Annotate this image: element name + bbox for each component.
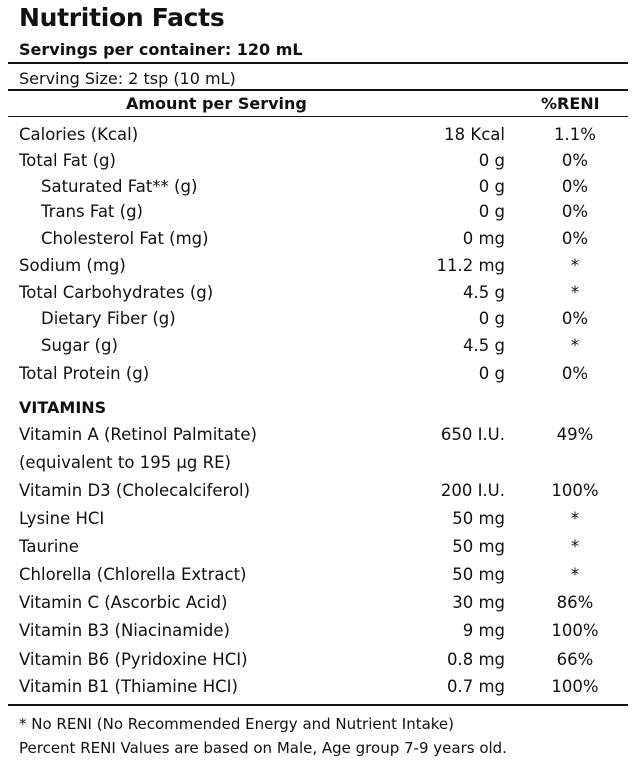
row-reni: 100%: [551, 481, 599, 500]
table-row: [0, 336, 636, 362]
row-amount: 0 g: [478, 309, 505, 328]
row-reni: 0%: [561, 364, 589, 383]
table-row: [0, 177, 636, 203]
row-amount: 650 I.U.: [440, 425, 505, 444]
row-amount: 4.5 g: [463, 336, 505, 355]
row-amount: 0 g: [478, 151, 505, 170]
table-row: [0, 125, 636, 151]
row-label: Chlorella (Chlorella Extract): [19, 565, 247, 584]
row-reni: 0%: [561, 229, 589, 248]
row-label: Taurine: [19, 537, 79, 556]
row-reni: 66%: [556, 650, 594, 669]
servings-per-container: Servings per container: 120 mL: [19, 40, 303, 59]
table-row: [0, 453, 636, 479]
table-row: [0, 151, 636, 177]
table-row: [0, 509, 636, 535]
row-amount: 50 mg: [452, 509, 505, 528]
row-label: Cholesterol Fat (mg): [41, 229, 209, 248]
row-label: Lysine HCI: [19, 509, 105, 528]
row-label: Vitamin A (Retinol Palmitate): [19, 425, 257, 444]
row-label: Vitamin B1 (Thiamine HCI): [19, 677, 238, 696]
row-amount: 11.2 mg: [436, 256, 505, 275]
divider-header: [8, 116, 628, 117]
reni-header: %RENI: [541, 94, 600, 113]
row-amount: 50 mg: [452, 565, 505, 584]
row-reni: 1.1%: [554, 125, 596, 144]
row-reni: 0%: [561, 309, 589, 328]
table-row: [0, 481, 636, 507]
table-row: [0, 593, 636, 619]
table-row: [0, 364, 636, 390]
row-label: Saturated Fat** (g): [41, 177, 198, 196]
row-label: Sodium (mg): [19, 256, 126, 275]
vitamins-heading: VITAMINS: [19, 398, 107, 417]
row-reni: *: [570, 336, 580, 355]
row-amount: 0.8 mg: [446, 650, 505, 669]
footnote-no-reni: * No RENI (No Recommended Energy and Nutrient Intake): [19, 715, 454, 733]
row-amount: 0 g: [478, 202, 505, 221]
row-amount: 0 mg: [462, 229, 505, 248]
serving-size: Serving Size: 2 tsp (10 mL): [19, 69, 236, 88]
table-row: [0, 425, 636, 451]
row-label: Vitamin B6 (Pyridoxine HCI): [19, 650, 248, 669]
row-label: Total Carbohydrates (g): [19, 283, 214, 302]
table-row: [0, 202, 636, 228]
table-row: [0, 309, 636, 335]
row-label: Total Protein (g): [19, 364, 150, 383]
row-amount: 30 mg: [452, 593, 505, 612]
row-reni: *: [570, 565, 580, 584]
row-reni: 0%: [561, 151, 589, 170]
row-label: Vitamin B3 (Niacinamide): [19, 621, 230, 640]
row-amount: 18 Kcal: [444, 125, 505, 144]
row-reni: *: [570, 537, 580, 556]
row-label: (equivalent to 195 µg RE): [19, 453, 231, 472]
table-row: [0, 565, 636, 591]
row-reni: 86%: [556, 593, 594, 612]
row-label: Trans Fat (g): [41, 202, 143, 221]
table-row: [0, 621, 636, 647]
table-row: [0, 537, 636, 563]
row-amount: 9 mg: [462, 621, 505, 640]
table-row: [0, 229, 636, 255]
row-reni: *: [570, 283, 580, 302]
table-row: [0, 256, 636, 282]
row-amount: 0 g: [478, 177, 505, 196]
row-reni: 0%: [561, 202, 589, 221]
row-reni: 100%: [551, 677, 599, 696]
row-reni: 49%: [556, 425, 594, 444]
row-amount: 200 I.U.: [440, 481, 505, 500]
row-amount: 0.7 mg: [446, 677, 505, 696]
divider-top: [8, 62, 628, 64]
row-label: Total Fat (g): [19, 151, 116, 170]
row-amount: 0 g: [478, 364, 505, 383]
row-amount: 4.5 g: [463, 283, 505, 302]
divider-serving: [8, 89, 628, 91]
row-label: Sugar (g): [41, 336, 118, 355]
table-row: [0, 677, 636, 703]
row-reni: *: [570, 256, 580, 275]
amount-per-serving-header: Amount per Serving: [126, 94, 307, 113]
footnote-basis: Percent RENI Values are based on Male, Age group 7-9 years old.: [19, 739, 507, 757]
row-reni: *: [570, 509, 580, 528]
divider-footer: [8, 704, 628, 706]
label-title: Nutrition Facts: [19, 3, 225, 32]
row-label: Calories (Kcal): [19, 125, 139, 144]
table-row: [0, 283, 636, 309]
row-reni: 0%: [561, 177, 589, 196]
row-label: Vitamin D3 (Cholecalciferol): [19, 481, 251, 500]
row-reni: 100%: [551, 621, 599, 640]
row-label: Vitamin C (Ascorbic Acid): [19, 593, 228, 612]
row-amount: 50 mg: [452, 537, 505, 556]
row-label: Dietary Fiber (g): [41, 309, 176, 328]
table-row: [0, 650, 636, 676]
